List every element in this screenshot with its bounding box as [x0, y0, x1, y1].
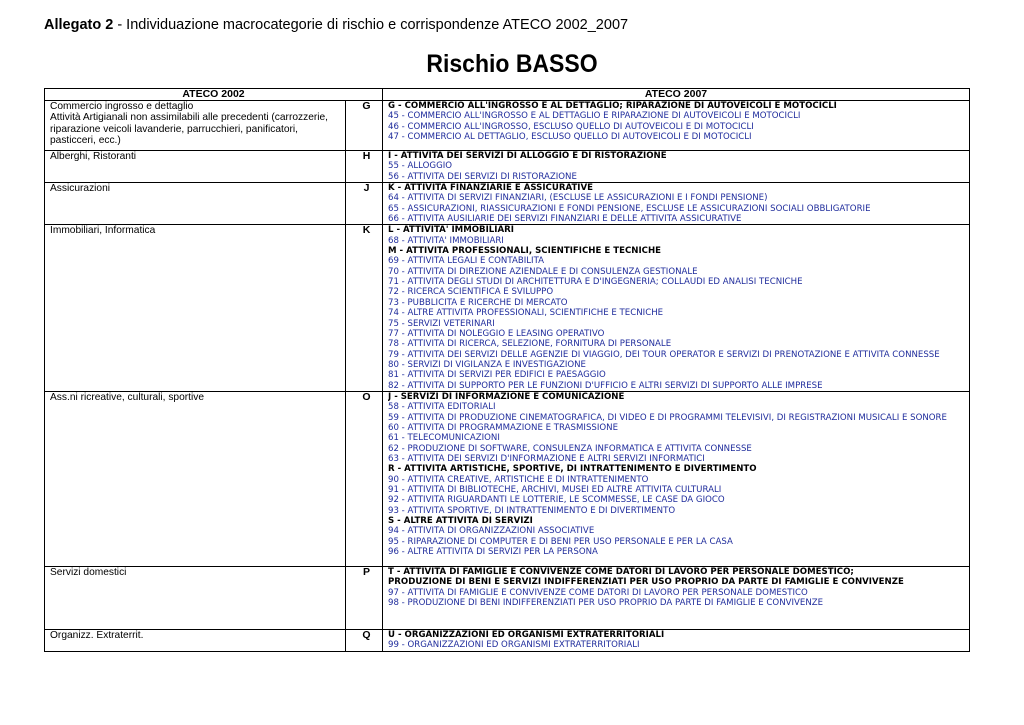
- ateco-2007-list: [383, 225, 970, 392]
- ateco-2007-section: G - COMMERCIO ALL'INGROSSO E AL DETTAGLIO; RIPARAZIONE DI AUTOVEICOLI E MOTOCICLI: [388, 101, 837, 111]
- table-body: [45, 101, 970, 652]
- ateco-2002-description: [45, 566, 346, 629]
- ateco-2002-line: Ass.ni ricreative, culturali, sportive: [50, 391, 204, 403]
- table-row: [45, 566, 970, 629]
- table-row: [45, 391, 970, 566]
- ateco-2007-list: [383, 183, 970, 225]
- ateco-2002-line: Servizi domestici: [50, 566, 127, 578]
- ateco-2007-section: T - ATTIVITÀ DI FAMIGLIE E CONVIVENZE COME DATORI DI LAVORO PER PERSONALE DOMESTICO;: [388, 566, 854, 577]
- document-header: [44, 17, 628, 33]
- ateco-2007-division: 60 - ATTIVITÀ DI PROGRAMMAZIONE E TRASMISSIONE: [388, 422, 619, 433]
- ateco-2007-division: 75 - SERVIZI VETERINARI: [388, 318, 495, 329]
- ateco-2007-division: 78 - ATTIVITÀ DI RICERCA, SELEZIONE, FORNITURA DI PERSONALE: [388, 339, 672, 350]
- ateco-2007-division: 55 - ALLOGGIO: [388, 161, 453, 172]
- ateco-2007-division: 46 - COMMERCIO ALL'INGROSSO, ESCLUSO QUELLO DI AUTOVEICOLI E DI MOTOCICLI: [388, 121, 754, 132]
- ateco-2007-section: M - ATTIVITÀ PROFESSIONALI, SCIENTIFICHE E TECNICHE: [388, 246, 662, 257]
- ateco-2007-section: J - SERVIZI DI INFORMAZIONE E COMUNICAZIONE: [388, 391, 625, 402]
- ateco-2007-section: R - ATTIVITÀ ARTISTICHE, SPORTIVE, DI INTRATTENIMENTO E DIVERTIMENTO: [388, 464, 757, 475]
- ateco-2007-division: 98 - PRODUZIONE DI BENI INDIFFERENZIATI PER USO PROPRIO DA PARTE DI FAMIGLIE E CONVIVENZE: [388, 597, 824, 608]
- table-row: [45, 225, 970, 392]
- ateco-2007-division: 64 - ATTIVITÀ DI SERVIZI FINANZIARI, (ESCLUSE LE ASSICURAZIONI E I FONDI PENSIONE): [388, 193, 768, 204]
- ateco-2007-section: I - ATTIVITÀ DEI SERVIZI DI ALLOGGIO E DI RISTORAZIONE: [388, 151, 667, 161]
- ateco-2002-code: K: [346, 225, 383, 392]
- ateco-2007-list: [383, 629, 970, 651]
- header-ateco-2002: ATECO 2002: [45, 89, 383, 101]
- ateco-2007-division: 79 - ATTIVITÀ DEI SERVIZI DELLE AGENZIE DI VIAGGIO, DEI TOUR OPERATOR E SERVIZI DI PRENOTAZIONE E ATTIVITÀ CONNESSE: [388, 349, 940, 360]
- ateco-2007-division: 59 - ATTIVITÀ DI PRODUZIONE CINEMATOGRAFICA, DI VIDEO E DI PROGRAMMI TELEVISIVI, DI REGISTRAZIONI MUSICALI E SONORE: [388, 412, 947, 423]
- ateco-2007-division: 95 - RIPARAZIONE DI COMPUTER E DI BENI PER USO PERSONALE E PER LA CASA: [388, 536, 733, 547]
- ateco-2002-line: Immobiliari, Informatica: [50, 225, 156, 237]
- table-row: [45, 151, 970, 183]
- ateco-2007-division: 56 - ATTIVITÀ DEI SERVIZI DI RISTORAZIONE: [388, 171, 577, 182]
- ateco-2007-section: S - ALTRE ATTIVITÀ DI SERVIZI: [388, 516, 533, 527]
- ateco-2007-division: 65 - ASSICURAZIONI, RIASSICURAZIONI E FONDI PENSIONE, ESCLUSE LE ASSICURAZIONI SOCIALI OBBLIGATORIE: [388, 203, 871, 214]
- ateco-2007-section: PRODUZIONE DI BENI E SERVIZI INDIFFERENZIATI PER USO PROPRIO DA PARTE DI FAMIGLIE E CONVIVENZE: [388, 577, 904, 588]
- ateco-2007-division: 92 - ATTIVITÀ RIGUARDANTI LE LOTTERIE, LE SCOMMESSE, LE CASE DA GIOCO: [388, 495, 725, 506]
- ateco-2007-division: 81 - ATTIVITÀ DI SERVIZI PER EDIFICI E PAESAGGIO: [388, 370, 606, 381]
- ateco-2007-division: 68 - ATTIVITA' IMMOBILIARI: [388, 235, 504, 246]
- ateco-2002-code: Q: [346, 629, 383, 651]
- ateco-2007-division: 45 - COMMERCIO ALL'INGROSSO E AL DETTAGLIO E RIPARAZIONE DI AUTOVEICOLI E MOTOCICLI: [388, 111, 801, 122]
- ateco-2007-list: [383, 101, 970, 151]
- ateco-2002-description: [45, 391, 346, 566]
- ateco-2007-division: 63 - ATTIVITÀ DEI SERVIZI D'INFORMAZIONE E ALTRI SERVIZI INFORMATICI: [388, 453, 705, 464]
- ateco-2007-division: 74 - ALTRE ATTIVITÀ PROFESSIONALI, SCIENTIFICHE E TECNICHE: [388, 308, 664, 319]
- page-title: Rischio BASSO: [426, 50, 598, 78]
- ateco-2007-division: 47 - COMMERCIO AL DETTAGLIO, ESCLUSO QUELLO DI AUTOVEICOLI E DI MOTOCICLI: [388, 132, 752, 143]
- ateco-2007-list: [383, 151, 970, 183]
- ateco-2007-division: 61 - TELECOMUNICAZIONI: [388, 433, 500, 444]
- ateco-2002-line: Commercio ingrosso e dettaglio: [50, 101, 194, 112]
- ateco-2007-division: 99 - ORGANIZZAZIONI ED ORGANISMI EXTRATERRITORIALI: [388, 640, 640, 651]
- ateco-2007-division: 80 - SERVIZI DI VIGILANZA E INVESTIGAZIONE: [388, 359, 586, 370]
- ateco-2002-code: P: [346, 566, 383, 629]
- ateco-2007-division: 72 - RICERCA SCIENTIFICA E SVILUPPO: [388, 287, 554, 298]
- ateco-2002-code: G: [346, 101, 383, 151]
- ateco-2007-division: 73 - PUBBLICITÀ E RICERCHE DI MERCATO: [388, 297, 568, 308]
- ateco-2007-division: 97 - ATTIVITÀ DI FAMIGLIE E CONVIVENZE COME DATORI DI LAVORO PER PERSONALE DOMESTICO: [388, 587, 808, 598]
- table-row: [45, 101, 970, 151]
- ateco-2007-division: 94 - ATTIVITÀ DI ORGANIZZAZIONI ASSOCIATIVE: [388, 526, 595, 537]
- ateco-2007-division: 93 - ATTIVITÀ SPORTIVE, DI INTRATTENIMENTO E DI DIVERTIMENTO: [388, 505, 676, 516]
- ateco-2002-description: [45, 151, 346, 183]
- ateco-2002-line: Alberghi, Ristoranti: [50, 151, 137, 162]
- ateco-2007-division: 58 - ATTIVITÀ EDITORIALI: [388, 402, 496, 413]
- ateco-2002-line: Attività Artigianali non assimilabili alle precedenti (carrozzerie, riparazione veicoli lavanderie, parrucchieri, panificatori, pasticceri, ecc.): [50, 112, 329, 147]
- table-row: [45, 183, 970, 225]
- header-label: Allegato 2: [44, 17, 114, 33]
- table-row: [45, 629, 970, 651]
- ateco-2007-division: 77 - ATTIVITÀ DI NOLEGGIO E LEASING OPERATIVO: [388, 328, 605, 339]
- ateco-correspondence-table: [44, 88, 970, 652]
- ateco-2002-code: O: [346, 391, 383, 566]
- ateco-2007-division: 96 - ALTRE ATTIVITÀ DI SERVIZI PER LA PERSONA: [388, 547, 598, 558]
- ateco-2002-line: Organizz. Extraterrit.: [50, 629, 144, 641]
- ateco-2002-description: [45, 101, 346, 151]
- ateco-2002-description: [45, 629, 346, 651]
- ateco-2007-list: [383, 391, 970, 566]
- ateco-2002-line: Assicurazioni: [50, 183, 111, 195]
- header-ateco-2007: ATECO 2007: [383, 89, 970, 101]
- ateco-2007-section: U - ORGANIZZAZIONI ED ORGANISMI EXTRATERRITORIALI: [388, 629, 665, 640]
- table-header-row: [45, 89, 970, 101]
- ateco-2007-division: 69 - ATTIVITÀ LEGALI E CONTABILITÀ: [388, 256, 545, 267]
- ateco-2007-division: 82 - ATTIVITÀ DI SUPPORTO PER LE FUNZIONI D'UFFICIO E ALTRI SERVIZI DI SUPPORTO ALLE IMPRESE: [388, 380, 823, 391]
- ateco-2007-division: 70 - ATTIVITÀ DI DIREZIONE AZIENDALE E DI CONSULENZA GESTIONALE: [388, 266, 698, 277]
- ateco-2007-division: 90 - ATTIVITÀ CREATIVE, ARTISTICHE E DI INTRATTENIMENTO: [388, 474, 649, 485]
- ateco-2007-division: 66 - ATTIVITÀ AUSILIARIE DEI SERVIZI FINANZIARI E DELLE ATTIVITÀ ASSICURATIVE: [388, 214, 742, 225]
- ateco-2007-division: 62 - PRODUZIONE DI SOFTWARE, CONSULENZA INFORMATICA E ATTIVITÀ CONNESSE: [388, 443, 752, 454]
- ateco-2007-section: K - ATTIVITÀ FINANZIARIE E ASSICURATIVE: [388, 183, 594, 194]
- ateco-2002-code: J: [346, 183, 383, 225]
- ateco-2002-description: [45, 225, 346, 392]
- ateco-2007-section: L - ATTIVITA' IMMOBILIARI: [388, 225, 514, 236]
- header-text: - Individuazione macrocategorie di rischio e corrispondenze ATECO 2002_2007: [113, 17, 629, 33]
- ateco-2007-list: [383, 566, 970, 629]
- ateco-2007-division: 91 - ATTIVITÀ DI BIBLIOTECHE, ARCHIVI, MUSEI ED ALTRE ATTIVITÀ CULTURALI: [388, 485, 722, 495]
- ateco-2002-code: H: [346, 151, 383, 183]
- ateco-2002-description: [45, 183, 346, 225]
- ateco-2007-division: 71 - ATTIVITÀ DEGLI STUDI DI ARCHITETTURA E D'INGEGNERIA; COLLAUDI ED ANALISI TECNICHE: [388, 277, 803, 288]
